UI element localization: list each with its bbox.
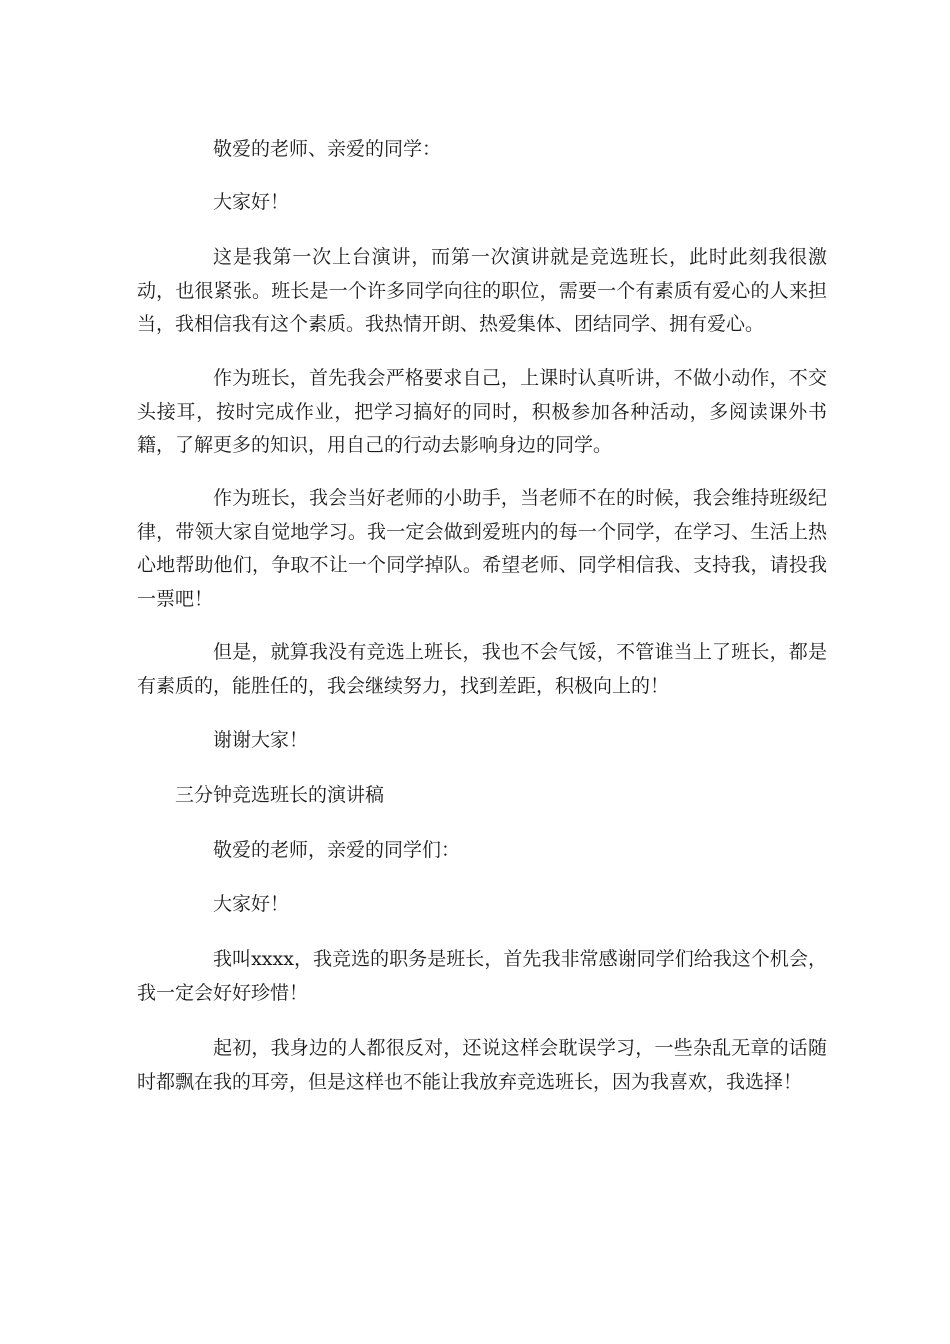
salutation-1: 敬爱的老师、亲爱的同学： xyxy=(213,138,442,160)
paragraph-1: 这是我第一次上台演讲，而第一次演讲就是竞选班长，此时此刻我很激动，也很紧张。班长是一个许多同学向往的职位，需要一个有素质有爱心的人来担当，我相信我有这个素质。我热情开朗、热爱集体、团结同学、拥有爱心。 xyxy=(137,246,827,335)
paragraph-2: 作为班长，首先我会严格要求自己，上课时认真听讲，不做小动作，不交头接耳，按时完成作业，把学习搞好的同时，积极参加各种活动，多阅读课外书籍，了解更多的知识，用自己的行动去影响身边的同学。 xyxy=(137,367,827,456)
paragraph-6: 起初，我身边的人都很反对，还说这样会耽误学习，一些杂乱无章的话随时都飘在我的耳旁，但是这样也不能让我放弃竞选班长，因为我喜欢，我选择！ xyxy=(137,1037,827,1093)
paragraph-5: 我叫xxxx，我竞选的职务是班长，首先我非常感谢同学们给我这个机会，我一定会好好珍惜！ xyxy=(137,948,827,1004)
salutation-2: 敬爱的老师，亲爱的同学们： xyxy=(213,839,461,861)
paragraph-3: 作为班长，我会当好老师的小助手，当老师不在的时候，我会维持班级纪律，带领大家自觉地学习。我一定会做到爱班内的每一个同学，在学习、生活上热心地帮助他们，争取不让一个同学掉队。希望老师、同学相信我、支持我，请投我一票吧！ xyxy=(137,487,827,610)
paragraph-4: 但是，就算我没有竞选上班长，我也不会气馁，不管谁当上了班长，都是有素质的，能胜任的，我会继续努力，找到差距，积极向上的！ xyxy=(137,641,827,697)
section-title: 三分钟竞选班长的演讲稿 xyxy=(175,784,385,806)
greeting-1: 大家好！ xyxy=(213,191,290,213)
greeting-2: 大家好！ xyxy=(213,893,290,915)
closing-1: 谢谢大家！ xyxy=(213,729,309,751)
